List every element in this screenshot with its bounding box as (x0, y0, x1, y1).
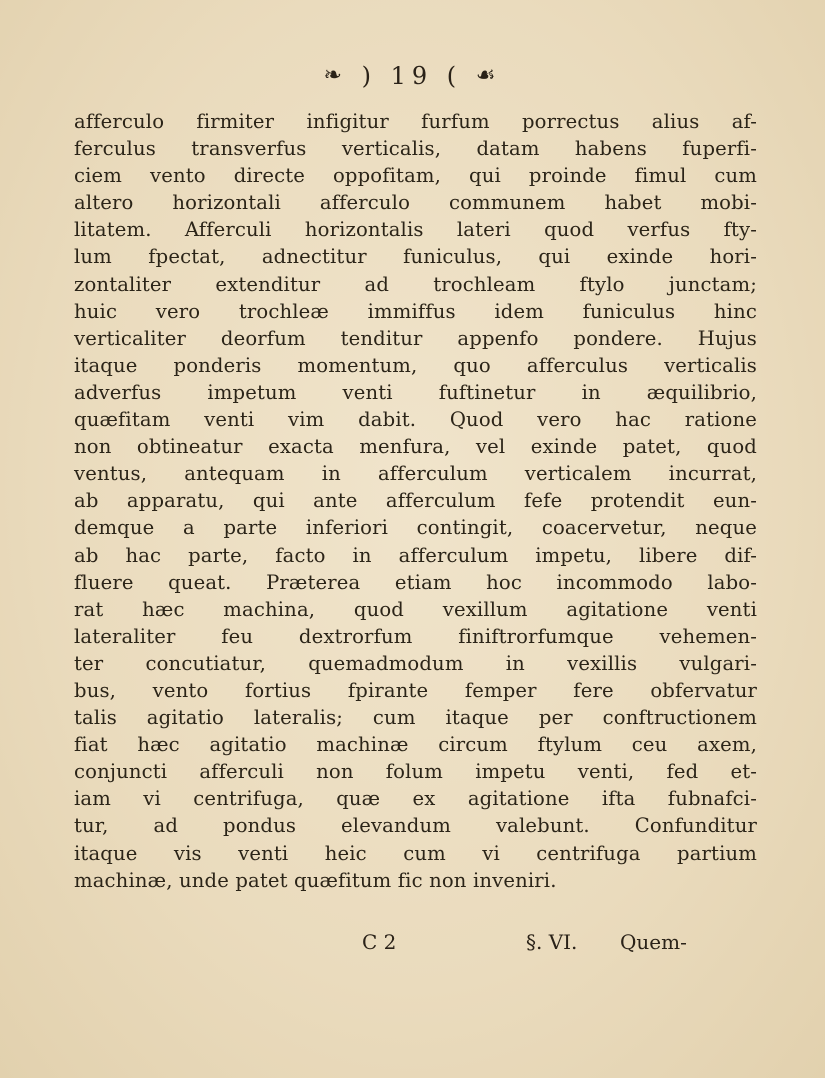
text-line: afferculo firmiter infigitur furfum porrectus alius af- (74, 110, 757, 133)
text-line: ab apparatu, qui ante afferculum fefe protendit eun- (74, 489, 757, 513)
text-line: rat hæc machina, quod vexillum agitatione venti (74, 597, 757, 621)
text-line: non obtineatur exacta menfura, vel exinde patet, quod (74, 435, 757, 459)
text-line: altero horizontali afferculo communem habet mobi- (74, 191, 757, 215)
text-line: iam vi centrifuga, quæ ex agitatione ifta fubnafci- (74, 787, 757, 811)
signature-mark: C 2 (362, 930, 397, 954)
text-line: conjuncti afferculi non folum impetu venti, fed et- (74, 760, 757, 784)
catchword: Quem- (620, 930, 687, 954)
text-line: adverfus impetum venti fuftinetur in æquilibrio, (74, 380, 757, 404)
text-line: zontaliter extenditur ad trochleam ftylo junctam; (74, 272, 757, 296)
text-line: quæfitam venti vim dabit. Quod vero hac ratione (74, 408, 757, 432)
text-line: ventus, antequam in afferculum verticalem incurrat, (74, 462, 757, 486)
text-line: ab hac parte, facto in afferculum impetu, libere dif- (74, 543, 757, 567)
text-line: huic vero trochleæ immiffus idem funiculus hinc (74, 299, 757, 323)
section-heading: §. VI. (526, 930, 578, 954)
page-footer (0, 930, 825, 960)
text-line: lum fpectat, adnectitur funiculus, qui exinde hori- (74, 245, 757, 269)
text-line: ter concutiatur, quemadmodum in vexillis vulgari- (74, 651, 757, 675)
text-line: ciem vento directe oppofitam, qui proinde fimul cum (74, 164, 757, 188)
right-ornament-icon: ☙ (475, 63, 502, 88)
text-line: itaque vis venti heic cum vi centrifuga partium (74, 841, 757, 865)
text-line: litatem. Afferculi horizontalis lateri quod verfus fty- (74, 218, 757, 242)
page-number: ) 19 ( (361, 61, 463, 90)
page-header (0, 60, 825, 90)
text-line: verticaliter deorfum tenditur appenfo pondere. Hujus (74, 326, 757, 350)
text-line: lateraliter feu dextrorfum finiftrorfumque vehemen- (74, 624, 757, 648)
text-line: ferculus transverfus verticalis, datam habens fuperfi- (74, 137, 757, 161)
text-line: talis agitatio lateralis; cum itaque per conftructionem (74, 706, 757, 730)
text-line: tur, ad pondus elevandum valebunt. Confunditur (74, 814, 757, 838)
body-text (74, 108, 757, 894)
text-line: bus, vento fortius fpirante femper fere obfervatur (74, 678, 757, 702)
text-line: fluere queat. Præterea etiam hoc incommodo labo- (74, 570, 757, 594)
text-line: fiat hæc agitatio machinæ circum ftylum ceu axem, (74, 733, 757, 757)
text-line: demque a parte inferiori contingit, coacervetur, neque (74, 516, 757, 540)
text-line: itaque ponderis momentum, quo afferculus verticalis (74, 353, 757, 377)
left-ornament-icon: ❧ (323, 63, 348, 88)
text-line: machinæ, unde patet quæfitum fic non inveniri. (74, 868, 557, 892)
